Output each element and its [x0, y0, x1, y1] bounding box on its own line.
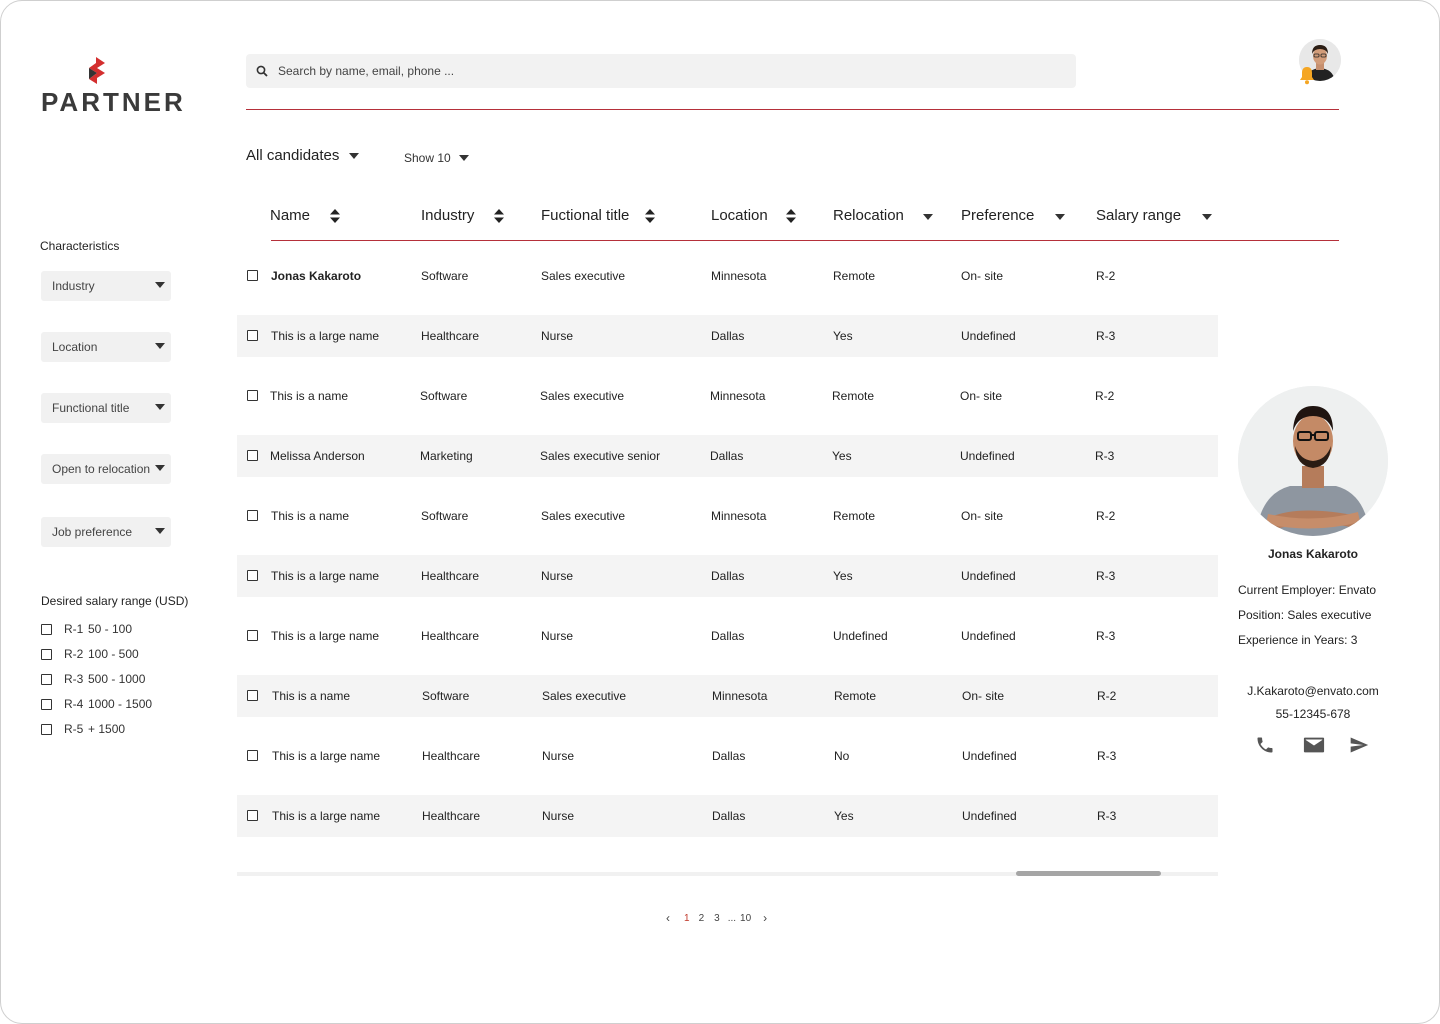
salary-code: R-1 — [64, 622, 84, 636]
next-page-button[interactable]: › — [763, 911, 768, 925]
page-1-button[interactable]: 1 — [684, 912, 690, 924]
salary-range-value: + 1500 — [88, 722, 126, 736]
cell-salary: R-2 — [1096, 269, 1116, 283]
page-3-button[interactable]: 3 — [714, 912, 720, 924]
column-header-location[interactable] — [711, 207, 796, 224]
cell-relocation: Yes — [833, 569, 853, 583]
page-size-dropdown[interactable] — [404, 151, 469, 165]
filter-industry[interactable] — [41, 271, 171, 301]
header-divider — [246, 109, 1339, 110]
column-header-functional-title[interactable] — [541, 207, 655, 224]
cell-title: Sales executive — [542, 689, 627, 703]
candidates-view-dropdown[interactable] — [246, 147, 359, 164]
salary-code: R-2 — [64, 647, 84, 661]
cell-preference: On- site — [960, 389, 1003, 403]
cell-name[interactable]: This is a large name — [271, 629, 380, 643]
sort-icon[interactable] — [494, 209, 504, 223]
cell-name[interactable]: This is a large name — [272, 809, 381, 823]
caret-down-icon — [155, 528, 165, 534]
sort-icon[interactable] — [645, 209, 655, 223]
cell-salary: R-2 — [1095, 389, 1115, 403]
row-checkbox[interactable] — [247, 810, 258, 821]
row-checkbox[interactable] — [247, 450, 258, 461]
column-header-relocation[interactable] — [833, 207, 933, 224]
salary-option-r5[interactable] — [41, 722, 125, 736]
filter-label: Job preference — [52, 525, 133, 539]
salary-option-r2[interactable] — [41, 647, 139, 661]
logo — [41, 57, 186, 117]
table-row[interactable] — [237, 255, 1218, 297]
table-row[interactable] — [237, 795, 1218, 837]
candidate-phone[interactable]: 55-12345-678 — [1275, 707, 1351, 721]
column-label: Salary range — [1096, 207, 1182, 224]
cell-relocation: Remote — [833, 269, 876, 283]
filter-label: Functional title — [52, 401, 130, 415]
salary-code: R-4 — [64, 697, 84, 711]
cell-name[interactable]: This is a large name — [272, 749, 381, 763]
row-checkbox[interactable] — [247, 690, 258, 701]
column-label: Location — [711, 207, 768, 224]
cell-relocation: Yes — [834, 809, 854, 823]
cell-title: Nurse — [541, 329, 574, 343]
cell-title: Sales executive senior — [540, 449, 661, 463]
scrollbar-thumb[interactable] — [1016, 871, 1161, 876]
cell-salary: R-3 — [1097, 809, 1117, 823]
cell-name[interactable]: This is a large name — [271, 329, 380, 343]
cell-salary: R-3 — [1095, 449, 1115, 463]
cell-location: Dallas — [711, 569, 745, 583]
caret-down-icon — [349, 153, 359, 159]
cell-industry: Healthcare — [421, 569, 480, 583]
cell-preference: On- site — [961, 509, 1004, 523]
filter-location[interactable] — [41, 332, 171, 362]
cell-preference: Undefined — [961, 329, 1016, 343]
sort-icon[interactable] — [786, 209, 796, 223]
column-header-preference[interactable] — [961, 207, 1065, 224]
checkbox[interactable] — [41, 624, 52, 635]
cell-title: Sales executive — [541, 509, 626, 523]
cell-location: Minnesota — [710, 389, 766, 403]
cell-preference: On- site — [962, 689, 1005, 703]
cell-location: Dallas — [712, 809, 746, 823]
cell-industry: Software — [421, 269, 469, 283]
ellipsis: ... — [727, 912, 737, 924]
candidate-photo — [1238, 386, 1388, 536]
cell-name[interactable]: This is a name — [271, 509, 350, 523]
logo-mark-icon — [88, 57, 106, 85]
cell-location: Minnesota — [711, 269, 767, 283]
cell-location: Dallas — [711, 329, 745, 343]
characteristics-title: Characteristics — [40, 239, 120, 253]
view-label: All candidates — [246, 147, 340, 164]
column-label: Industry — [421, 207, 475, 224]
salary-range-value: 1000 - 1500 — [88, 697, 153, 711]
row-checkbox[interactable] — [247, 570, 258, 581]
row-checkbox[interactable] — [247, 750, 258, 761]
filter-label: Location — [52, 340, 98, 354]
prev-page-button[interactable]: ‹ — [666, 911, 670, 925]
sort-icon[interactable] — [330, 209, 340, 223]
cell-salary: R-2 — [1097, 689, 1117, 703]
search-input[interactable] — [278, 64, 1038, 78]
row-checkbox[interactable] — [247, 270, 258, 281]
cell-title: Sales executive — [540, 389, 625, 403]
salary-range-title: Desired salary range (USD) — [41, 594, 189, 608]
checkbox[interactable] — [41, 724, 52, 735]
cell-relocation: Undefined — [833, 629, 888, 643]
cell-preference: Undefined — [960, 449, 1015, 463]
cell-salary: R-3 — [1096, 329, 1116, 343]
checkbox[interactable] — [41, 649, 52, 660]
cell-title: Sales executive — [541, 269, 626, 283]
column-label: Fuctional title — [541, 207, 630, 224]
cell-relocation: Yes — [832, 449, 852, 463]
filter-label: Industry — [52, 279, 95, 293]
table-row[interactable] — [237, 495, 1218, 537]
cell-title: Nurse — [542, 749, 575, 763]
caret-down-icon[interactable] — [1202, 214, 1212, 220]
salary-option-r4[interactable] — [41, 697, 152, 711]
salary-code: R-5 — [64, 722, 84, 736]
caret-down-icon — [155, 404, 165, 410]
cell-industry: Software — [422, 689, 470, 703]
cell-name[interactable]: This is a large name — [271, 569, 380, 583]
cell-preference: Undefined — [962, 809, 1017, 823]
salary-range-value: 500 - 1000 — [88, 672, 146, 686]
cell-location: Minnesota — [711, 509, 767, 523]
cell-salary: R-3 — [1096, 629, 1116, 643]
table-header-divider — [271, 240, 1339, 241]
cell-industry: Healthcare — [422, 809, 481, 823]
cell-preference: On- site — [961, 269, 1004, 283]
cell-industry: Software — [421, 509, 469, 523]
caret-down-icon — [459, 155, 469, 161]
candidate-position: Position: Sales executive — [1238, 608, 1372, 622]
cell-location: Dallas — [712, 749, 746, 763]
caret-down-icon — [155, 465, 165, 471]
table-row[interactable] — [237, 675, 1218, 717]
filter-label: Open to relocation — [52, 462, 151, 476]
row-checkbox[interactable] — [247, 330, 258, 341]
table-row[interactable] — [237, 555, 1218, 597]
cell-industry: Software — [420, 389, 468, 403]
page-2-button[interactable]: 2 — [698, 912, 705, 924]
table-row[interactable] — [237, 735, 1218, 777]
caret-down-icon[interactable] — [923, 214, 933, 220]
cell-industry: Healthcare — [421, 629, 480, 643]
cell-relocation: Yes — [833, 329, 853, 343]
column-header-name[interactable] — [270, 207, 340, 224]
column-label: Relocation — [833, 207, 904, 224]
cell-salary: R-3 — [1096, 569, 1116, 583]
candidate-experience: Experience in Years: 3 — [1238, 633, 1358, 647]
row-checkbox[interactable] — [247, 390, 258, 401]
page-10-button[interactable]: 10 — [740, 912, 752, 924]
cell-name[interactable]: This is a name — [270, 389, 349, 403]
checkbox[interactable] — [41, 674, 52, 685]
salary-code: R-3 — [64, 672, 84, 686]
send-icon[interactable] — [1349, 735, 1369, 755]
row-checkbox[interactable] — [247, 630, 258, 641]
cell-relocation: Remote — [834, 689, 877, 703]
search-icon — [256, 65, 268, 77]
table-row[interactable] — [237, 375, 1218, 417]
brand-name: PARTNER — [41, 87, 186, 117]
cell-relocation: No — [834, 749, 850, 763]
cell-salary: R-3 — [1097, 749, 1117, 763]
candidate-employer: Current Employer: Envato — [1238, 583, 1377, 597]
cell-salary: R-2 — [1096, 509, 1116, 523]
cell-title: Nurse — [541, 569, 574, 583]
cell-industry: Healthcare — [422, 749, 481, 763]
candidate-email[interactable]: J.Kakaroto@envato.com — [1247, 684, 1379, 698]
caret-down-icon — [155, 343, 165, 349]
cell-preference: Undefined — [961, 569, 1016, 583]
cell-title: Nurse — [541, 629, 574, 643]
cell-relocation: Remote — [832, 389, 875, 403]
bell-icon[interactable] — [1298, 65, 1316, 85]
candidate-name: Jonas Kakaroto — [1267, 547, 1359, 561]
cell-name[interactable]: Melissa Anderson — [270, 449, 365, 463]
cell-title: Nurse — [542, 809, 575, 823]
filter-functional-title[interactable] — [41, 393, 171, 423]
cell-preference: Undefined — [961, 629, 1016, 643]
caret-down-icon — [155, 282, 165, 288]
cell-location: Dallas — [711, 629, 745, 643]
filter-open-to-relocation[interactable] — [41, 454, 171, 484]
cell-preference: Undefined — [962, 749, 1017, 763]
salary-range-value: 50 - 100 — [88, 622, 133, 636]
cell-location: Dallas — [710, 449, 744, 463]
search-bar[interactable] — [246, 54, 1076, 88]
column-label: Preference — [961, 207, 1035, 224]
table-row[interactable] — [237, 315, 1218, 357]
salary-option-r1[interactable] — [41, 622, 132, 636]
salary-range-value: 100 - 500 — [88, 647, 139, 661]
filter-job-preference[interactable] — [41, 517, 171, 547]
column-label: Name — [270, 207, 311, 224]
salary-option-r3[interactable] — [41, 672, 145, 686]
cell-name[interactable]: This is a name — [272, 689, 351, 703]
mail-icon[interactable] — [1303, 735, 1325, 755]
table-row[interactable] — [237, 615, 1218, 657]
cell-name[interactable]: Jonas Kakaroto — [271, 269, 362, 283]
cell-industry: Healthcare — [421, 329, 480, 343]
column-header-salary-range[interactable] — [1096, 207, 1212, 224]
caret-down-icon[interactable] — [1055, 214, 1065, 220]
cell-relocation: Remote — [833, 509, 876, 523]
phone-icon[interactable] — [1255, 735, 1275, 755]
page-size-label: Show 10 — [404, 151, 451, 165]
table-row[interactable] — [237, 435, 1218, 477]
column-header-industry[interactable] — [421, 207, 504, 224]
cell-industry: Marketing — [420, 449, 473, 463]
pagination — [666, 911, 767, 925]
checkbox[interactable] — [41, 699, 52, 710]
cell-location: Minnesota — [712, 689, 768, 703]
row-checkbox[interactable] — [247, 510, 258, 521]
